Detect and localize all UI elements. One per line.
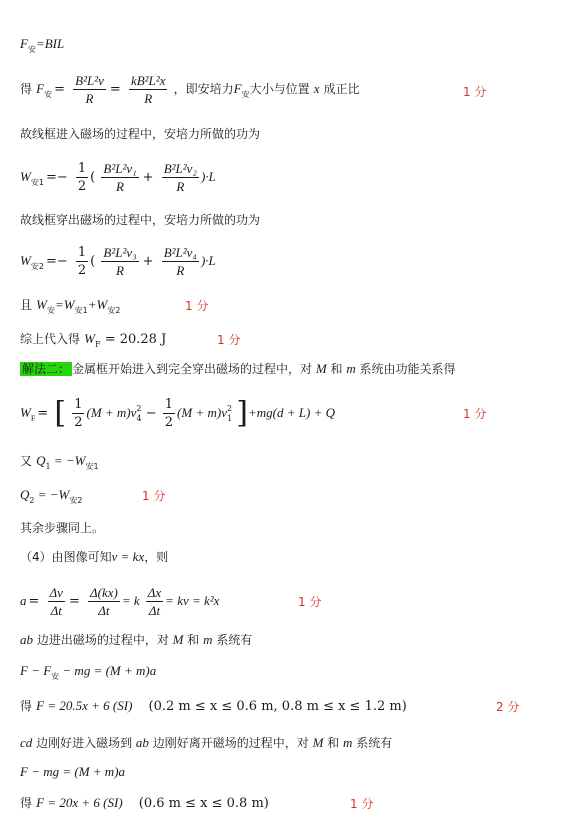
fraction: $\frac{\Delta v}{\Delta t}$ [49, 585, 63, 618]
fraction: $\frac{\text{B²L²v₃}}{R}$ [103, 245, 137, 278]
result-line: 综上代入得 $W_F = 20.28$ J [20, 331, 167, 349]
method-two-line: 解法二： 金属框开始进入到完全穿出磁场的过程中，对 M 和 m 系统由功能关系得 [22, 361, 456, 376]
formula-newton-2: F − mg = (M + m)a [20, 764, 126, 779]
formula-w-sum: 且 $W_安=W_{安1}+W_{安2}$ [20, 297, 121, 315]
score-mark: 1 分 [185, 299, 209, 313]
score-mark: 1 分 [217, 333, 241, 347]
text-line: 故线框进入磁场的过程中，安培力所做的功为 [20, 127, 261, 141]
fraction: $\frac{\text{B²L²v₄}}{R}$ [163, 245, 197, 278]
fraction: $\frac{\text{B²L²v₁}}{R}$ [103, 161, 137, 194]
formula-w-an1: $W_{安1}$ =− $\frac{1}{2}$ ( $\frac{\text{B²L²v₁}}{R}$ + $\frac{\text{B²L²v₂}}{R}$ )·L [20, 161, 216, 194]
formula-acceleration: a = $\frac{\Delta v}{\Delta t}$ = $\frac{\Delta(kx)}{\Delta t}$ = k $\frac{\Delta x}{\Delta t}$ = kv = k²x [20, 585, 220, 618]
fraction: $\frac{\text{B²L²v}}{R}$ [75, 73, 104, 106]
method-two-tag: 解法二： [22, 362, 71, 376]
formula-w-an2: $W_{安2}$ =− $\frac{1}{2}$ ( $\frac{\text{B²L²v₃}}{R}$ + $\frac{\text{B²L²v₄}}{R}$ )·L [20, 245, 216, 278]
fraction: $\frac{1}{2}$ [77, 161, 87, 194]
formula-q1: 又 $Q_1 = -W_{安1}$ [20, 453, 99, 471]
fraction: $\frac{\text{kB²L²x}}{R}$ [130, 73, 166, 106]
result-f-1: 得 F = 20.5x + 6 (SI) (0.2 m ≤ x ≤ 0.6 m, 0.8 m ≤ x ≤ 1.2 m) [20, 698, 407, 714]
result-f-2: 得 F = 20x + 6 (SI) (0.6 m ≤ x ≤ 0.8 m) [20, 795, 269, 811]
score-mark: 1 分 [142, 489, 166, 503]
score-mark: 1 分 [463, 85, 487, 99]
text-line: 其余步骤同上。 [20, 521, 105, 535]
formula-q2: $Q_2 = -W_{安2}$ [20, 487, 83, 505]
text-line: 故线框穿出磁场的过程中，安培力所做的功为 [20, 213, 261, 227]
formula-w-f: $W_F$ = [ $\frac{1}{2}$ $(M + m)v^2_4$ − $\frac{1}{2}$ $(M + m)v^2_1$ ]+mg(d + L) + Q [20, 395, 335, 431]
formula-newton-1: $F - F_安$ − mg = (M + m)a [20, 663, 157, 681]
text-line: cd 边刚好进入磁场到 ab 边刚好离开磁场的过程中，对 M 和 m 系统有 [20, 735, 393, 750]
fraction: $\frac{1}{2}$ [77, 245, 87, 278]
formula-f-an: $F_安=BIL$ [20, 36, 65, 54]
score-mark: 2 分 [496, 700, 520, 714]
score-mark: 1 分 [298, 595, 322, 609]
fraction: $\frac{1}{2}$ [74, 397, 83, 430]
score-mark: 1 分 [350, 797, 374, 811]
score-mark: 1 分 [463, 407, 487, 421]
fraction: $\frac{\Delta x}{\Delta t}$ [147, 585, 162, 618]
fraction: $\frac{\Delta(kx)}{\Delta t}$ [90, 585, 118, 618]
fraction: $\frac{1}{2}$ [164, 397, 174, 430]
part-four-line: （4）由图像可知v = kx，则 [20, 549, 169, 564]
formula-f-an-derived: 得 $F_安$ = $\frac{\text{B²L²v}}{R}$ = $\frac{\text{kB²L²x}}{R}$ ，即安培力$F_安$大小与位置 x 成正比 [20, 73, 360, 106]
text-line: ab 边进出磁场的过程中，对 M 和 m 系统有 [20, 632, 253, 647]
fraction: $\frac{\text{B²L²v₂}}{R}$ [163, 161, 197, 194]
